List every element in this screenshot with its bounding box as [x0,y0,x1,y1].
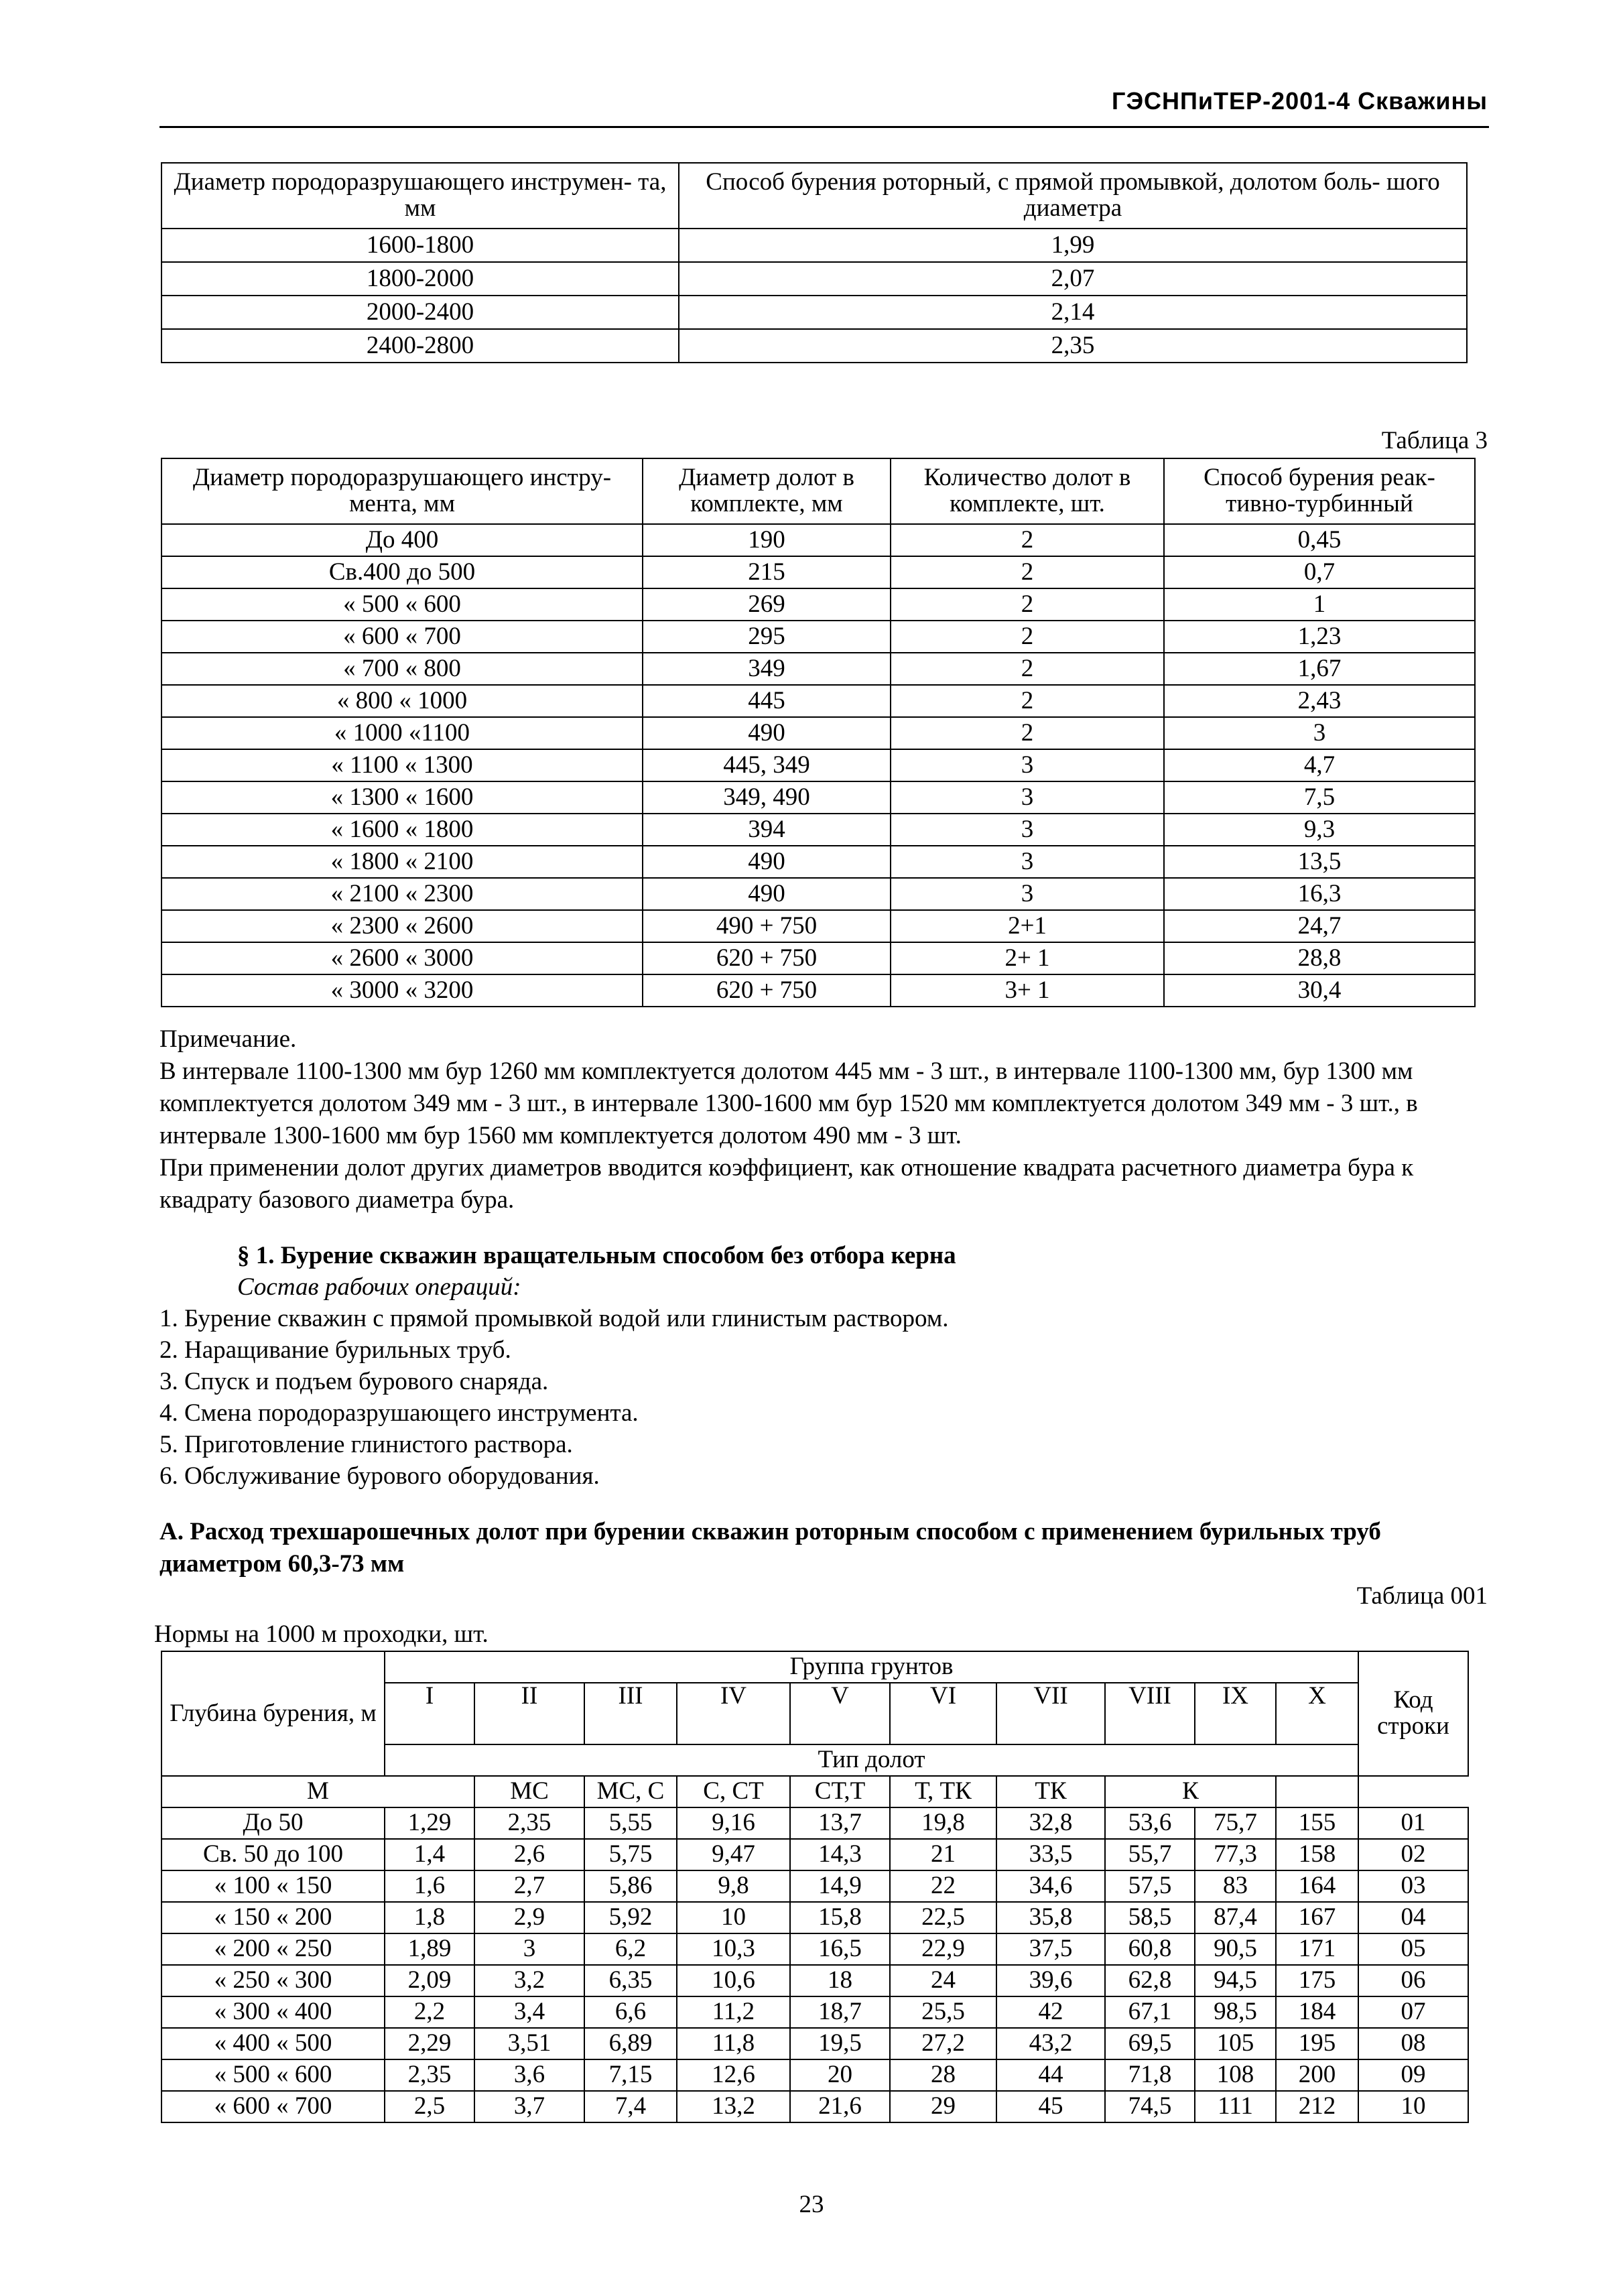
cell: 62,8 [1105,1965,1195,1996]
cell: 77,3 [1195,1839,1276,1870]
cell: 2 [891,621,1164,653]
cell: 94,5 [1195,1965,1276,1996]
group-header: III [584,1683,677,1744]
cell: 1,89 [385,1933,474,1965]
cell: 01 [1358,1807,1468,1839]
cell: 2,9 [474,1902,584,1933]
cell: 2 [891,556,1164,588]
document-header: ГЭСНПиТЕР-2001-4 Скважины [1112,87,1488,115]
cell: 13,7 [790,1807,890,1839]
group-header: I [385,1683,474,1744]
cell: « 800 « 1000 [161,685,643,717]
cell: 7,5 [1164,781,1475,814]
table-row [161,524,1475,556]
cell: 2+ 1 [891,942,1164,974]
cell: 15,8 [790,1902,890,1933]
cell: 2+1 [891,910,1164,942]
cell: 67,1 [1105,1996,1195,2028]
section-1 [159,1240,1493,1492]
note-paragraph-1: В интервале 1100-1300 мм бур 1260 мм комплектуется долотом 445 мм - 3 шт., в интервале 1100-1300 мм, бур 1300 мм комплектуется долотом 349 мм - 3 шт., в интервале 1300-1600 мм бур 1520 мм комплектуется долотом 349 мм - 3 шт., в интервале 1300-1600 мм бур 1560 мм комплектуется долотом 490 мм - 3 шт. [159,1058,1418,1149]
cell: 18 [790,1965,890,1996]
cell: 2,29 [385,2028,474,2059]
table-row [161,685,1475,717]
cell: 03 [1358,1870,1468,1902]
table3-header-bit-diameter: Диаметр долот в комплекте, мм [643,458,891,524]
cell: 2 [891,653,1164,685]
cell: 55,7 [1105,1839,1195,1870]
cell: 2,43 [1164,685,1475,717]
cell: 6,2 [584,1933,677,1965]
table-row [161,329,1467,363]
cell: 39,6 [996,1965,1105,1996]
group-header: VI [890,1683,996,1744]
cell: 2,14 [679,296,1467,329]
cell: 164 [1276,1870,1358,1902]
cell: 13,2 [677,2091,790,2122]
cell: 33,5 [996,1839,1105,1870]
bit-type-header: Т, ТК [890,1776,996,1807]
cell: 2000-2400 [161,296,679,329]
table-reactive-turbine-drilling [161,458,1476,1007]
cell: 71,8 [1105,2059,1195,2091]
cell: 3 [1164,717,1475,749]
cell: 3 [891,846,1164,878]
table1-header-method: Способ бурения роторный, с прямой промывкой, долотом боль- шого диаметра [679,163,1467,229]
cell: 0,7 [1164,556,1475,588]
cell: 0,45 [1164,524,1475,556]
table-row [161,229,1467,262]
cell: 42 [996,1996,1105,2028]
group-header: X [1276,1683,1358,1744]
cell: 7,4 [584,2091,677,2122]
cell: 111 [1195,2091,1276,2122]
cell: 490 [643,878,891,910]
cell: 2,35 [474,1807,584,1839]
list-item: 6. Обслуживание бурового оборудования. [159,1462,600,1490]
table-row [161,878,1475,910]
cell: 34,6 [996,1870,1105,1902]
cell: 3 [474,1933,584,1965]
table1-header-diameter: Диаметр породоразрушающего инструмен- та, мм [161,163,679,229]
cell: Св. 50 до 100 [161,1839,385,1870]
cell: 3,4 [474,1996,584,2028]
table-row [161,2028,1468,2059]
cell: 295 [643,621,891,653]
table-row [161,846,1475,878]
cell: « 600 « 700 [161,621,643,653]
cell: 3,2 [474,1965,584,1996]
cell: « 700 « 800 [161,653,643,685]
cell: 215 [643,556,891,588]
cell: 195 [1276,2028,1358,2059]
cell: « 1300 « 1600 [161,781,643,814]
table-row [161,1870,1468,1902]
cell: 32,8 [996,1807,1105,1839]
table-row [161,781,1475,814]
table-row [161,974,1475,1007]
cell: « 2300 « 2600 [161,910,643,942]
cell: « 150 « 200 [161,1902,385,1933]
table-row [161,2059,1468,2091]
cell: « 100 « 150 [161,1870,385,1902]
cell: 2 [891,524,1164,556]
cell: 6,89 [584,2028,677,2059]
cell: 171 [1276,1933,1358,1965]
table001-header-group: Группа грунтов [385,1651,1358,1683]
cell: 1800-2000 [161,262,679,296]
list-item: 2. Наращивание бурильных труб. [159,1336,511,1364]
cell: 2,7 [474,1870,584,1902]
cell: 14,3 [790,1839,890,1870]
cell: 43,2 [996,2028,1105,2059]
cell: « 1100 « 1300 [161,749,643,781]
cell: « 200 « 250 [161,1933,385,1965]
group-header: VIII [1105,1683,1195,1744]
cell: 2400-2800 [161,329,679,363]
cell: 45 [996,2091,1105,2122]
cell: 19,8 [890,1807,996,1839]
cell: 87,4 [1195,1902,1276,1933]
group-header: V [790,1683,890,1744]
cell: 9,47 [677,1839,790,1870]
table001-header-code: Код строки [1358,1651,1468,1776]
note-paragraph-2: При применении долот других диаметров вводится коэффициент, как отношение квадрата расчетного диаметра бура к квадрату базового диаметра бура. [159,1154,1414,1214]
cell: 1,23 [1164,621,1475,653]
cell: 269 [643,588,891,621]
cell: 10,6 [677,1965,790,1996]
cell: « 500 « 600 [161,2059,385,2091]
cell: 27,2 [890,2028,996,2059]
bit-type-header: ТК [996,1776,1105,1807]
cell: 3 [891,814,1164,846]
cell: 29 [890,2091,996,2122]
cell: 108 [1195,2059,1276,2091]
table-row [161,717,1475,749]
section-title: § 1. Бурение скважин вращательным способом без отбора керна [237,1242,956,1269]
table3-label: Таблица 3 [1381,427,1488,454]
cell: 349 [643,653,891,685]
bit-type-header: МС [474,1776,584,1807]
table3-header-bit-count: Количество долот в комплекте, шт. [891,458,1164,524]
cell: « 400 « 500 [161,2028,385,2059]
cell: 28 [890,2059,996,2091]
cell: 22 [890,1870,996,1902]
cell: 5,75 [584,1839,677,1870]
table3-header-diameter: Диаметр породоразрушающего инстру- мента, мм [161,458,643,524]
cell: 75,7 [1195,1807,1276,1839]
cell: « 3000 « 3200 [161,974,643,1007]
cell: 3 [891,749,1164,781]
cell: 10,3 [677,1933,790,1965]
cell: 53,6 [1105,1807,1195,1839]
cell: 30,4 [1164,974,1475,1007]
cell: 60,8 [1105,1933,1195,1965]
cell: 11,2 [677,1996,790,2028]
cell: 3,6 [474,2059,584,2091]
cell: 35,8 [996,1902,1105,1933]
cell: 490 [643,846,891,878]
cell: 5,86 [584,1870,677,1902]
cell: 5,92 [584,1902,677,1933]
cell: 1,8 [385,1902,474,1933]
table-large-diameter-drilling [161,162,1468,363]
cell: 57,5 [1105,1870,1195,1902]
cell: 14,9 [790,1870,890,1902]
cell: 16,5 [790,1933,890,1965]
cell: Св.400 до 500 [161,556,643,588]
table-row [161,556,1475,588]
cell: 3,51 [474,2028,584,2059]
cell: 1 [1164,588,1475,621]
table-row [161,814,1475,846]
group-header: IV [677,1683,790,1744]
cell: 1,99 [679,229,1467,262]
cell: 2 [891,717,1164,749]
cell: 105 [1195,2028,1276,2059]
cell: 10 [677,1902,790,1933]
cell: 620 + 750 [643,974,891,1007]
bit-type-header: С, СТ [677,1776,790,1807]
cell: 90,5 [1195,1933,1276,1965]
cell: 9,8 [677,1870,790,1902]
cell: 167 [1276,1902,1358,1933]
note-title: Примечание. [159,1025,297,1053]
cell: 25,5 [890,1996,996,2028]
list-item: 5. Приготовление глинистого раствора. [159,1431,573,1458]
cell: 2,35 [385,2059,474,2091]
header-rule [159,126,1489,128]
cell: « 250 « 300 [161,1965,385,1996]
cell: 28,8 [1164,942,1475,974]
table-row [161,1933,1468,1965]
cell: « 2100 « 2300 [161,878,643,910]
cell: 620 + 750 [643,942,891,974]
cell: 2,2 [385,1996,474,2028]
cell: 5,55 [584,1807,677,1839]
list-item: 1. Бурение скважин с прямой промывкой водой или глинистым раствором. [159,1305,949,1332]
cell: 04 [1358,1902,1468,1933]
cell: 184 [1276,1996,1358,2028]
cell: « 1600 « 1800 [161,814,643,846]
cell: 1,6 [385,1870,474,1902]
cell: 3,7 [474,2091,584,2122]
cell: 02 [1358,1839,1468,1870]
cell: 445, 349 [643,749,891,781]
bit-type-header: К [1105,1776,1276,1807]
cell: 20 [790,2059,890,2091]
cell: 05 [1358,1933,1468,1965]
cell: « 500 « 600 [161,588,643,621]
table-row [161,942,1475,974]
cell: 37,5 [996,1933,1105,1965]
cell: До 50 [161,1807,385,1839]
cell: 12,6 [677,2059,790,2091]
cell: 158 [1276,1839,1358,1870]
part-a-title: А. Расход трехшарошечных долот при бурении скважин роторным способом с применением бурильных труб диаметром 60,3-73 мм [159,1518,1381,1578]
cell: 3 [891,781,1164,814]
cell: 9,16 [677,1807,790,1839]
cell: 394 [643,814,891,846]
cell: 2 [891,685,1164,717]
table3-header-method: Способ бурения реак- тивно-турбинный [1164,458,1475,524]
cell: 21,6 [790,2091,890,2122]
cell: 7,15 [584,2059,677,2091]
cell: 13,5 [1164,846,1475,878]
table-row [161,1965,1468,1996]
cell: 6,35 [584,1965,677,1996]
list-item: 4. Смена породоразрушающего инструмента. [159,1399,639,1427]
empty-cell [1276,1776,1358,1807]
cell: 6,6 [584,1996,677,2028]
cell: 1,67 [1164,653,1475,685]
table-row [161,653,1475,685]
cell: 24 [890,1965,996,1996]
group-header: II [474,1683,584,1744]
cell: 06 [1358,1965,1468,1996]
cell: « 1000 «1100 [161,717,643,749]
table-row [161,621,1475,653]
table-row [161,1807,1468,1839]
cell: До 400 [161,524,643,556]
bit-type-header: М [161,1776,474,1807]
cell: « 600 « 700 [161,2091,385,2122]
table-row [161,1902,1468,1933]
cell: 22,5 [890,1902,996,1933]
page-number: 23 [799,2191,824,2218]
cell: 11,8 [677,2028,790,2059]
cell: 2,5 [385,2091,474,2122]
cell: 490 + 750 [643,910,891,942]
cell: 10 [1358,2091,1468,2122]
cell: 2,07 [679,262,1467,296]
cell: 2,35 [679,329,1467,363]
table001-header-depth: Глубина бурения, м [161,1651,385,1776]
cell: 19,5 [790,2028,890,2059]
cell: 1,4 [385,1839,474,1870]
list-item: 3. Спуск и подъем бурового снаряда. [159,1368,549,1395]
cell: 18,7 [790,1996,890,2028]
cell: 09 [1358,2059,1468,2091]
table-row [161,1839,1468,1870]
cell: 490 [643,717,891,749]
section-subtitle: Состав рабочих операций: [237,1273,521,1301]
cell: 44 [996,2059,1105,2091]
cell: 24,7 [1164,910,1475,942]
cell: 212 [1276,2091,1358,2122]
table001-label: Таблица 001 [1356,1582,1488,1610]
bit-type-header: МС, С [584,1776,677,1807]
cell: 08 [1358,2028,1468,2059]
cell: 349, 490 [643,781,891,814]
cell: 9,3 [1164,814,1475,846]
table-row [161,910,1475,942]
cell: 2 [891,588,1164,621]
cell: 2,6 [474,1839,584,1870]
norms-caption: Нормы на 1000 м проходки, шт. [154,1620,489,1648]
cell: 16,3 [1164,878,1475,910]
cell: 155 [1276,1807,1358,1839]
cell: 22,9 [890,1933,996,1965]
cell: 1,29 [385,1807,474,1839]
cell: 4,7 [1164,749,1475,781]
cell: 445 [643,685,891,717]
cell: 175 [1276,1965,1358,1996]
cell: 58,5 [1105,1902,1195,1933]
cell: 69,5 [1105,2028,1195,2059]
cell: 83 [1195,1870,1276,1902]
bit-type-header: СТ,Т [790,1776,890,1807]
cell: 190 [643,524,891,556]
cell: « 2600 « 3000 [161,942,643,974]
table-row [161,2091,1468,2122]
table001-header-bit-type: Тип долот [385,1744,1358,1776]
cell: 3 [891,878,1164,910]
group-header: VII [996,1683,1105,1744]
table-bit-consumption [161,1651,1469,2123]
cell: « 1800 « 2100 [161,846,643,878]
group-header: IX [1195,1683,1276,1744]
cell: 98,5 [1195,1996,1276,2028]
cell: 07 [1358,1996,1468,2028]
cell: 74,5 [1105,2091,1195,2122]
cell: 1600-1800 [161,229,679,262]
table-row [161,1996,1468,2028]
cell: 21 [890,1839,996,1870]
table3-note [159,1023,1493,1216]
cell: 3+ 1 [891,974,1164,1007]
table-row [161,588,1475,621]
cell: 2,09 [385,1965,474,1996]
table-row [161,262,1467,296]
table-row [161,749,1475,781]
table-row [161,296,1467,329]
cell: 200 [1276,2059,1358,2091]
cell: « 300 « 400 [161,1996,385,2028]
